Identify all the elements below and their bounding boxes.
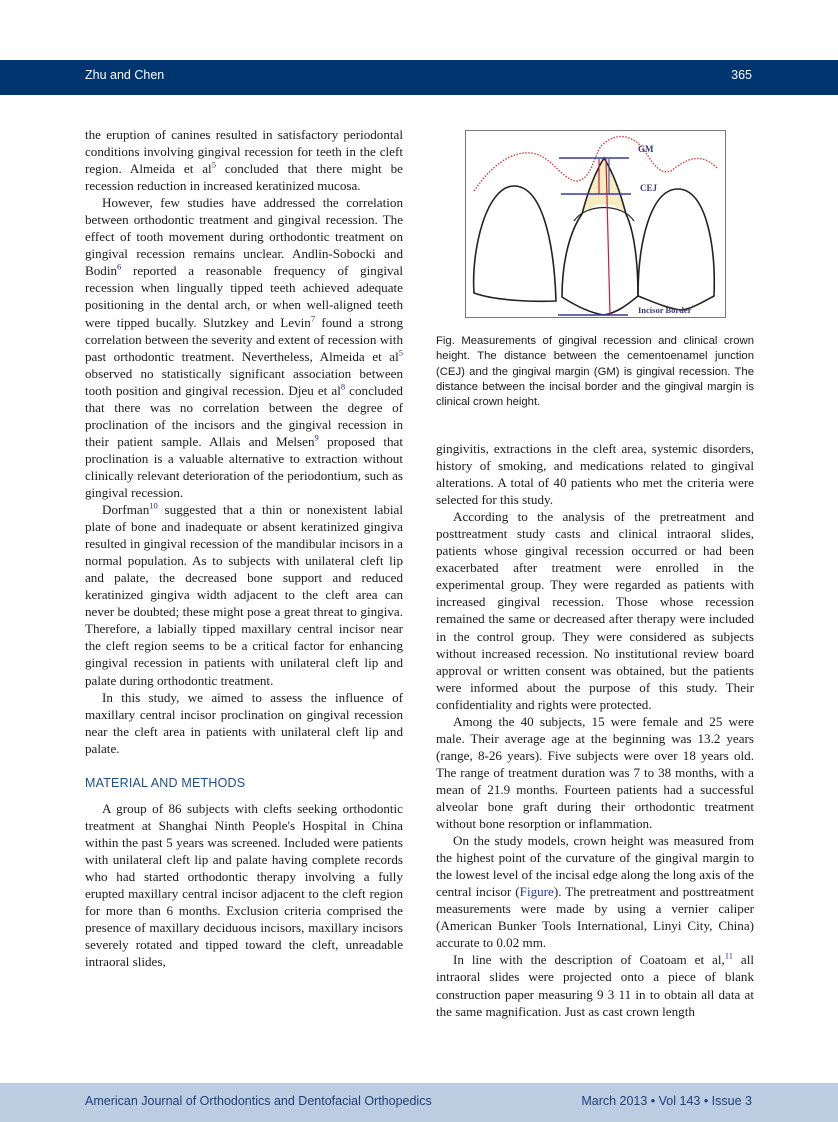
paragraph: the eruption of canines resulted in satisfactory periodontal conditions involving gingival recession for teeth in the cleft region. Almeida et $al^5$ concluded that there might be recession reduction in increased keratinized mucosa.: [85, 127, 403, 194]
figure-image: [465, 130, 726, 318]
tooth-diagram: [466, 131, 725, 317]
paragraph: According to the analysis of the pretreatment and posttreatment study casts and clinical intraoral slides, patients whose gingival recession occurred or had been exacerbated after treatment were enrolled in the experimental group. They were regarded as patients with increased gingival recession. Those whose recession remained the same or decreased after therapy were included in the control group. They were considered as subjects without increased recession. No institutional review board approval or written consent was obtained, but the patients were informed about the purpose of this study. Their confidentiality and rights were protected.: [436, 509, 754, 712]
figure-link[interactable]: Figure: [519, 884, 554, 900]
recession-area: [582, 158, 626, 214]
citation-ref[interactable]: 6: [117, 262, 122, 273]
paragraph: Among the 40 subjects, 15 were female and 25 were male. Their average age at the beginning was 13.2 years (range, 8-26 years). Five subjects were over 18 years old. The range of treatment duration was 7 to 38 months, with a mean of 21.9 months. Fourteen patients had a successful alveolar bone graft during their orthodontic treatment without bone resorption or inflammation.: [436, 713, 754, 832]
paragraph: In this study, we aimed to assess the influence of maxillary central incisor proclination on gingival recession near the cleft area in patients with unilateral cleft lip and palate.: [85, 689, 403, 756]
paragraph: gingivitis, extractions in the cleft area, systemic disorders, history of smoking, and medications related to gingival alterations. A total of 40 patients who met the criteria were selected for this study.: [436, 441, 754, 508]
citation-ref[interactable]: 10: [149, 500, 158, 511]
citation-ref[interactable]: 11: [724, 951, 733, 962]
paragraph: Dorfman$^{10}$ suggested that a thin or nonexistent labial plate of bone and inadequate or absent keratinized gingiva resulted in gingival recession of the mandibular incisors in a normal population. As to subjects with unilateral cleft lip and palate, the decreased bone support and reduced keratinized gingiva width adjacent to the cleft area can never be doubted; these might pose a great threat to gingiva. Therefore, a labially tipped maxillary central incisor near the cleft region seems to be a critical factor for enhancing gingival recession in patients with unilateral cleft lip and palate during orthodontic treatment.: [85, 500, 403, 688]
citation-ref[interactable]: 5: [398, 347, 403, 358]
right-tooth-outline: [638, 189, 714, 310]
right-column: [436, 440, 754, 1020]
citation-ref[interactable]: 9: [314, 432, 319, 443]
paragraph: On the study models, crown height was measured from the highest point of the curvature of the gingival margin to the lowest level of the incisal edge along the long axis of the central incisor (Figure). The pretreatment and posttreatment measurements were made by using a vernier caliper (American Bunker Tools International, Linyi City, China) accurate to 0.02 mm.: [436, 833, 754, 951]
citation-ref[interactable]: 5: [211, 159, 216, 170]
running-header-authors: Zhu and Chen: [85, 68, 165, 82]
running-header: [0, 60, 838, 95]
incisor-border-label: Incisor Border: [638, 305, 692, 315]
paragraph: However, few studies have addressed the correlation between orthodontic treatment and gingival recession. The effect of tooth movement during orthodontic treatment on gingival recession remains unclear. Andlin-Sobocki and Bodin$^6$ reported a reasonable frequency of gingival recession when lingually tipped teeth achieved adequate positioning in the dental arch, or when well-aligned teeth were tipped bucally. Slutzkey and Levin$^7$ found a strong correlation between the severity and extent of recession with past orthodontic treatment. Nevertheless, Almeida et $al^5$ observed no statistically significant association between tooth position and gingival recession. Djeu et $al^8$ concluded that there was no correlation between the degree of proclination of the incisors and the gingival recession in their patient sample. Allais and Melsen$^9$ proposed that proclination is a valuable alternative to extraction without clinically relevant deterioration of the periodontium, such as gingival recession.: [85, 195, 404, 500]
figure-caption: Fig. Measurements of gingival recession and clinical crown height. The distance between the cementoenamel junction (CEJ) and the gingival margin (GM) is gingival recession. The distance between the incisal border and the gingival margin is clinical crown height.: [436, 335, 754, 409]
paragraph: A group of 86 subjects with clefts seeking orthodontic treatment at Shanghai Ninth People's Hospital in China within the past 5 years was screened. Included were patients with unilateral cleft lip and palate having complete records who had started orthodontic therapy involving a fully erupted maxillary central incisor adjacent to the cleft region for more than 6 months. Exclusion criteria comprised the presence of maxillary deciduous incisors, maxillary incisors severely rotated and tipped toward the cleft, unreadable intraoral slides,: [85, 800, 403, 970]
page-number: 365: [731, 68, 752, 82]
cej-label: CEJ: [640, 183, 658, 193]
citation-ref[interactable]: 8: [340, 381, 346, 392]
running-footer: [0, 1083, 838, 1122]
citation-ref[interactable]: 7: [310, 313, 316, 324]
issue-info: March 2013 • Vol 143 • Issue 3: [581, 1094, 752, 1108]
left-tooth-outline: [474, 186, 556, 301]
paragraph: In line with the description of Coatoam et al,$^{11}$ all intraoral slides were projected onto a piece of blank construction paper measuring 9 3 11 in to obtain all data at the same magnification. Just as cast crown length: [436, 951, 754, 1019]
gm-label: GM: [638, 144, 654, 154]
left-column: [85, 126, 403, 970]
section-heading: MATERIAL AND METHODS: [85, 775, 246, 790]
journal-name: American Journal of Orthodontics and Dentofacial Orthopedics: [85, 1094, 432, 1108]
